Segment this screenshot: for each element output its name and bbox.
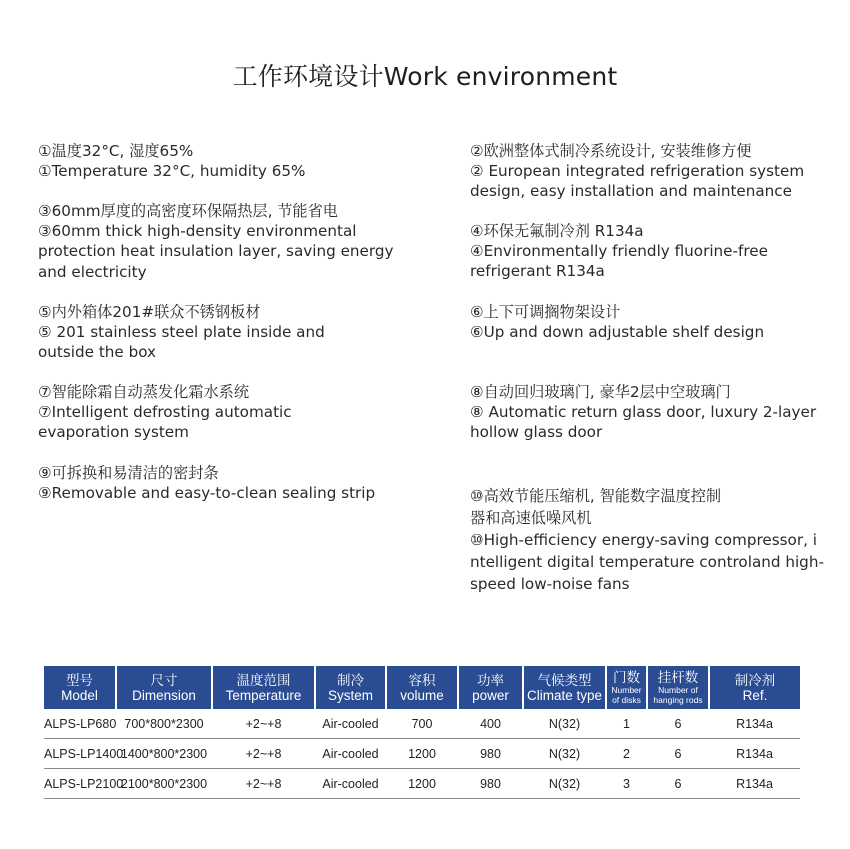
- feature-1-en: ①Temperature 32°C, humidity 65%: [38, 162, 306, 181]
- cell-system: Air-cooled: [315, 769, 386, 799]
- header-system: 制冷 System: [315, 666, 386, 709]
- feature-4-en-line2: refrigerant R134a: [470, 262, 605, 281]
- cell-rods: 6: [647, 709, 709, 739]
- feature-7-en-line2: evaporation system: [38, 423, 189, 442]
- cell-rods: 6: [647, 769, 709, 799]
- header-temperature: 温度范围 Temperature: [212, 666, 315, 709]
- cell-dimension: 2100*800*2300: [116, 769, 212, 799]
- feature-2-en-line2: design, easy installation and maintenance: [470, 182, 793, 201]
- cell-volume: 1200: [386, 739, 458, 769]
- feature-8: [470, 382, 815, 443]
- feature-10-cn-line1: ⑩高效节能压缩机, 智能数字温度控制: [470, 487, 722, 505]
- feature-5-en-line1: ⑤ 201 stainless steel plate inside and: [38, 323, 325, 342]
- feature-6: [470, 302, 815, 342]
- feature-5-cn: ⑤内外箱体201#联众不锈钢板材: [38, 303, 261, 321]
- cell-power: 980: [458, 739, 523, 769]
- header-climate-type: 气候类型 Climate type: [523, 666, 606, 709]
- feature-4-en-line1: ④Environmentally friendly fluorine-free: [470, 242, 768, 261]
- header-dimension: 尺寸 Dimension: [116, 666, 212, 709]
- feature-1: [38, 141, 398, 181]
- feature-10-cn-line2: 器和高速低噪风机: [470, 509, 592, 527]
- feature-5: [38, 302, 398, 363]
- cell-model: ALPS-LP1400: [44, 739, 116, 769]
- feature-10: [470, 485, 824, 595]
- feature-4-cn: ④环保无氟制冷剂 R134a: [470, 222, 644, 240]
- feature-10-en-line3: speed low-noise fans: [470, 575, 630, 593]
- table-header-row: [44, 666, 800, 709]
- feature-5-en-line2: outside the box: [38, 343, 157, 362]
- cell-system: Air-cooled: [315, 709, 386, 739]
- header-rod-count: 挂杆数 Number of hanging rods: [647, 666, 709, 709]
- feature-2: [470, 141, 815, 202]
- feature-2-en-line1: ② European integrated refrigeration system: [470, 162, 805, 181]
- cell-climate: N(32): [523, 739, 606, 769]
- cell-volume: 1200: [386, 769, 458, 799]
- feature-3-en-line2: protection heat insulation layer, saving energy: [38, 242, 394, 261]
- cell-doors: 2: [606, 739, 647, 769]
- feature-3-en-line3: and electricity: [38, 262, 147, 281]
- header-door-count: 门数 Number of disks: [606, 666, 647, 709]
- cell-power: 980: [458, 769, 523, 799]
- table-row: [44, 739, 800, 769]
- feature-3-en-line1: ③60mm thick high-density environmental: [38, 222, 357, 241]
- cell-power: 400: [458, 709, 523, 739]
- cell-temperature: +2~+8: [212, 739, 315, 769]
- cell-refrigerant: R134a: [709, 709, 800, 739]
- cell-dimension: 1400*800*2300: [116, 739, 212, 769]
- cell-dimension: 700*800*2300: [116, 709, 212, 739]
- feature-10-en-line2: ntelligent digital temperature controland high-: [470, 553, 824, 571]
- cell-doors: 3: [606, 769, 647, 799]
- feature-9: [38, 463, 398, 503]
- cell-doors: 1: [606, 709, 647, 739]
- feature-1-cn: ①温度32°C, 湿度65%: [38, 142, 194, 160]
- header-volume: 容积 volume: [386, 666, 458, 709]
- feature-8-cn: ⑧自动回归玻璃门, 豪华2层中空玻璃门: [470, 383, 731, 401]
- feature-4: [470, 221, 815, 282]
- feature-8-en-line2: hollow glass door: [470, 423, 603, 442]
- cell-model: ALPS-LP2100: [44, 769, 116, 799]
- feature-6-cn: ⑥上下可调搁物架设计: [470, 303, 621, 321]
- cell-refrigerant: R134a: [709, 769, 800, 799]
- table-row: [44, 769, 800, 799]
- spec-table: [44, 666, 800, 799]
- feature-7-cn: ⑦智能除霜自动蒸发化霜水系统: [38, 383, 250, 401]
- feature-6-en: ⑥Up and down adjustable shelf design: [470, 323, 765, 342]
- feature-10-en-line1: ⑩High-efficiency energy-saving compressor, i: [470, 531, 817, 549]
- header-model: 型号 Model: [44, 666, 116, 709]
- cell-refrigerant: R134a: [709, 739, 800, 769]
- cell-volume: 700: [386, 709, 458, 739]
- cell-climate: N(32): [523, 769, 606, 799]
- table-row: [44, 709, 800, 739]
- feature-3: [38, 201, 398, 282]
- feature-9-en: ⑨Removable and easy-to-clean sealing strip: [38, 484, 376, 503]
- cell-temperature: +2~+8: [212, 709, 315, 739]
- feature-9-cn: ⑨可拆换和易清洁的密封条: [38, 464, 219, 482]
- feature-8-en-line1: ⑧ Automatic return glass door, luxury 2-layer: [470, 403, 817, 422]
- cell-system: Air-cooled: [315, 739, 386, 769]
- cell-rods: 6: [647, 739, 709, 769]
- cell-model: ALPS-LP680: [44, 709, 116, 739]
- feature-7: [38, 382, 398, 443]
- feature-2-cn: ②欧洲整体式制冷系统设计, 安装维修方便: [470, 142, 752, 160]
- header-power: 功率 power: [458, 666, 523, 709]
- page-title: 工作环境设计Work environment: [232, 62, 618, 91]
- cell-temperature: +2~+8: [212, 769, 315, 799]
- header-refrigerant: 制冷剂 Ref.: [709, 666, 800, 709]
- cell-climate: N(32): [523, 709, 606, 739]
- feature-7-en-line1: ⑦Intelligent defrosting automatic: [38, 403, 292, 422]
- feature-3-cn: ③60mm厚度的高密度环保隔热层, 节能省电: [38, 202, 338, 220]
